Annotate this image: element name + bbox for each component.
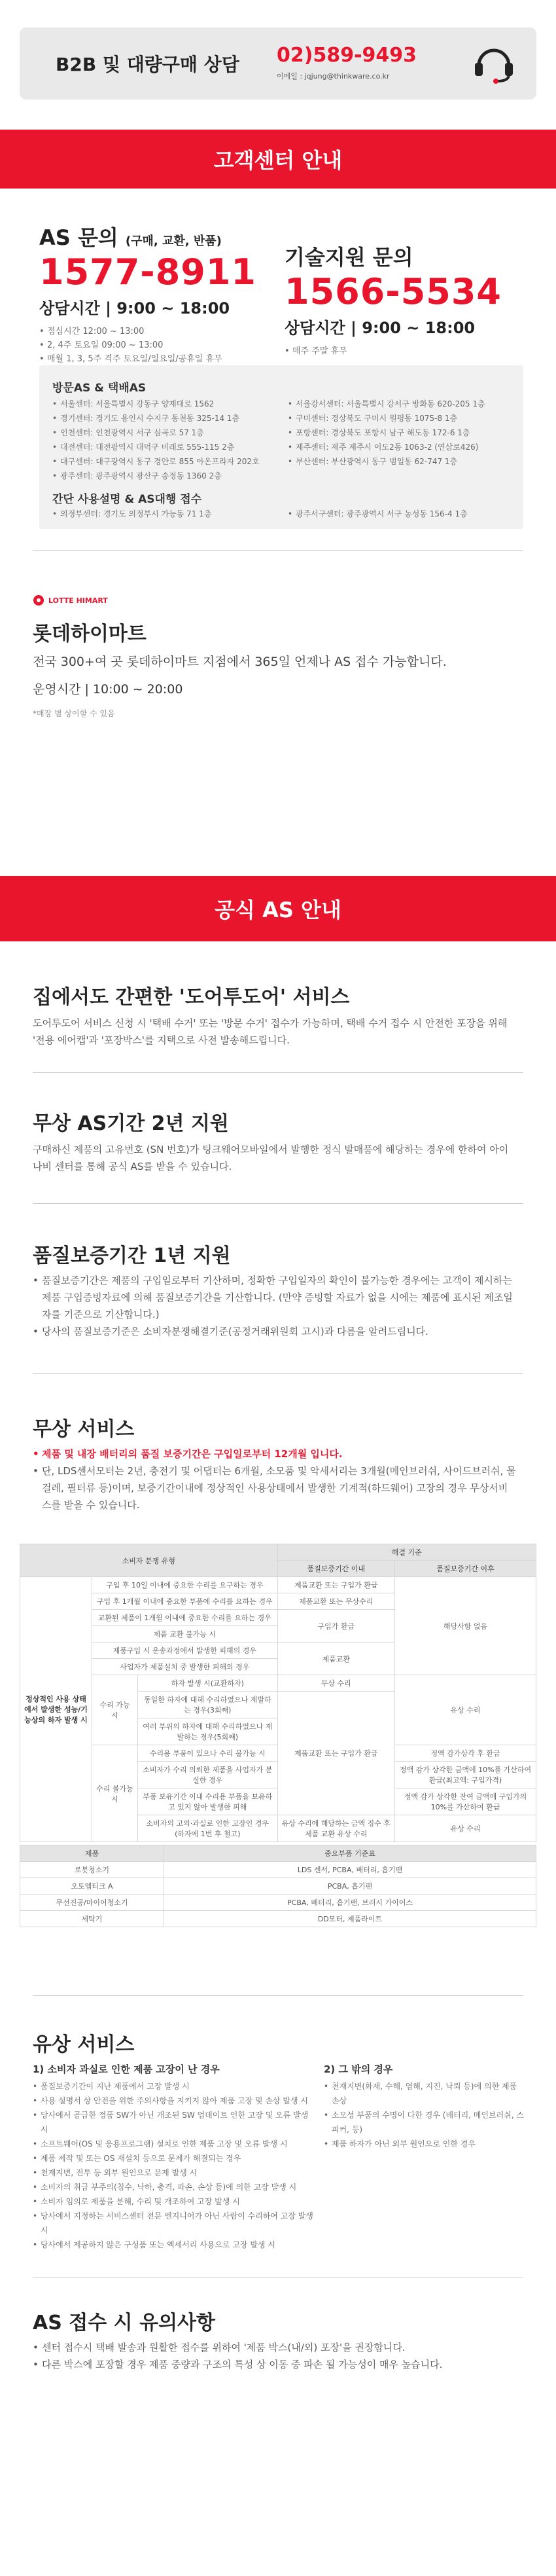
- dispute-table: [20, 1544, 536, 1842]
- table-cell: 수리 가능 시: [92, 1675, 138, 1745]
- table-cell: LDS 센서, PCBA, 배터리, 흡기팬: [164, 1862, 536, 1878]
- table-cell: 무선진공/마이어청소기: [20, 1895, 164, 1911]
- table-cell: 제품교환 또는 구입가 환급: [277, 1577, 394, 1593]
- list-item: • 점심시간 12:00 ~ 13:00: [39, 325, 275, 338]
- table-cell: PCBA, 흡기팬: [164, 1878, 536, 1895]
- b2b-email[interactable]: 이메일 : jqjung@thinkware.co.kr: [277, 72, 390, 81]
- table-cell: DD모터, 제품라이트: [164, 1911, 536, 1927]
- table-cell: 정액 감가상각 후 환급: [395, 1745, 536, 1762]
- list-item: • 소비자 임의로 제품을 분해, 수리 및 개조하여 고장 발생 시: [33, 2194, 314, 2209]
- table-cell: 교환된 제품이 1개월 이내에 중요한 수리를 요하는 경우: [92, 1610, 278, 1626]
- table-cell: 사업자가 제품설치 중 발생한 피해의 경우: [92, 1659, 278, 1675]
- list-item: • 센터 접수시 택배 발송과 원활한 접수를 위하여 '제품 박스(내/외) 포장'을 권장합니다.: [33, 2342, 406, 2353]
- list-item: • 대전센터: 대전광역시 대덕구 비래로 555-115 2층: [52, 440, 275, 454]
- paid-section: [0, 2015, 556, 2296]
- table-cell: 제품교환 또는 구입가 환급: [277, 1692, 394, 1815]
- free-text: 구매하신 제품의 고유번호 (SN 번호)가 팅크웨어모바일에서 발행한 정식 발매품에 해당하는 경우에 한하여 아이나비 센터를 통해 공식 AS를 받을 수 있습니다.: [33, 1144, 509, 1172]
- list-item: • 포항센터: 경상북도 포항시 남구 해도동 172-6 1층: [288, 426, 517, 440]
- divider: [33, 1995, 523, 1996]
- list-item: • 제품 및 내장 배터리의 품질 보증기간은 구입일로부터 12개월 입니다.: [33, 1448, 343, 1460]
- tech-phone[interactable]: 1566-5534: [285, 271, 502, 312]
- center-list-box: [39, 365, 523, 529]
- list-item: • 사용 설명서 상 안전을 위한 주의사항을 지키지 않아 제품 고장 및 손상 발생 시: [33, 2094, 314, 2108]
- table-cell: 제품구입 시 운송과정에서 발생한 피해의 경우: [92, 1642, 278, 1659]
- list-item: • 구미센터: 경상북도 구미시 원평동 1075-8 1층: [288, 411, 517, 426]
- table-cell: 여러 부위의 하자에 대해 수리하였으나 재발하는 경우(5회째): [138, 1718, 278, 1745]
- divider: [33, 1072, 523, 1073]
- table-cell: 무상 수리: [277, 1675, 394, 1692]
- list-item: • 다른 박스에 포장할 경우 제품 중량과 구조의 특성 상 이동 중 파손 될 가능성이 매우 높습니다.: [33, 2359, 443, 2370]
- list-item: • 품질보증기간은 제품의 구입일로부터 기산하며, 정확한 구입일자의 확인이 불가능한 경우에는 고객이 제시하는 제품 구입증빙자료에 의해 품질보증기간을 기산합니다. (만약 증빙할 자료가 없을 시에는 제품에 표시된 제조일자를 기준으로 기산합니다.): [33, 1275, 513, 1320]
- parts-table: [20, 1845, 536, 1927]
- table-row: [20, 1878, 536, 1895]
- list-item: • 서울강서센터: 서울특별시 강서구 방화동 620-205 1층: [288, 397, 517, 411]
- list-item: • 천재지변, 전투 등 외부 원인으로 문제 발생 시: [33, 2166, 314, 2180]
- list-item: • 제품 제작 및 또는 OS 재설치 등으로 문제가 해결되는 경우: [33, 2151, 314, 2166]
- list-item: • 의정부센터: 경기도 의정부시 가능동 71 1층: [52, 507, 275, 521]
- table-cell: 동일한 하자에 대해 수리하였으나 재발하는 경우(3회째): [138, 1692, 278, 1718]
- table-row: [20, 1675, 536, 1692]
- free-service-title: 무상 서비스: [33, 1418, 135, 1441]
- list-item: • 당사에서 지정하는 서비스센터 전문 엔지니어가 아닌 사람이 수리하여 고장 발생 시: [33, 2209, 314, 2238]
- table-header: 해결 기준: [277, 1544, 536, 1561]
- table-cell: 수리 불가능 시: [92, 1745, 138, 1842]
- himart-note: *매장 별 상이할 수 있음: [33, 709, 115, 718]
- table-cell: 하자 발생 시(교환하자): [138, 1675, 278, 1692]
- cs-banner: [0, 130, 556, 189]
- quality-title: 품질보증기간 1년 지원: [33, 1244, 231, 1267]
- table-cell: 구입가 환급: [277, 1610, 394, 1642]
- himart-logo: LOTTE HIMART: [33, 594, 108, 606]
- simple-title: 간단 사용설명 & AS대행 접수: [52, 493, 202, 506]
- as-title-sub: (구매, 교환, 반품): [125, 234, 222, 248]
- list-item: • 대구센터: 대구광역시 동구 경안로 855 아온프라자 202호: [52, 454, 275, 469]
- divider: [33, 1203, 523, 1204]
- table-cell: PCBA, 배터리, 흡기팬, 브러시 가이어스: [164, 1895, 536, 1911]
- list-item: • 부산센터: 부산광역시 동구 범일동 62-747 1층: [288, 454, 517, 469]
- table-header: 중요부품 기준표: [164, 1845, 536, 1862]
- door-title: 집에서도 간편한 '도어투도어' 서비스: [33, 986, 350, 1009]
- list-item: • 제품 하자가 아닌 외부 원인으로 인한 경우: [324, 2137, 527, 2151]
- official-banner: [0, 876, 556, 941]
- list-item: • 품질보증기간이 지난 제품에서 고장 발생 시: [33, 2079, 314, 2094]
- list-item: • 매월 1, 3, 5주 격주 토요일/일요일/공휴일 휴무: [39, 352, 275, 366]
- lotte-logo-icon: [33, 594, 44, 606]
- official-section: [0, 941, 556, 1845]
- list-item: • 제주센터: 제주 제주시 이도2동 1063-2 (연삼로426): [288, 440, 517, 454]
- paid-right-list: [324, 2079, 527, 2151]
- table-cell: 구입 후 1개월 이내에 중요한 부품에 수리를 요하는 경우: [92, 1593, 278, 1610]
- as-notes: [39, 325, 275, 366]
- table-cell: 제품교환 또는 무상수리: [277, 1593, 394, 1610]
- as-phone[interactable]: 1577-8911: [39, 251, 256, 293]
- divider: [33, 550, 523, 551]
- tech-hours: 상담시간 | 9:00 ~ 18:00: [285, 319, 476, 337]
- list-item: • 단, LDS센서모터는 2년, 충전기 및 어댑터는 6개월, 소모품 및 악세서리는 3개월(메인브러쉬, 사이드브러쉬, 물걸레, 필터류 등)이며, 보증기간이내에 정상적인 사용상태에서 발생한 기계적(하드웨어) 고장의 경우 무상서비스를 받을 수 있습니다.: [33, 1465, 516, 1511]
- free-title: 무상 AS기간 2년 지원: [33, 1112, 229, 1135]
- table-header: 제품: [20, 1845, 164, 1862]
- divider: [33, 1373, 523, 1374]
- b2b-title: B2B 및 대량구매 상담: [56, 54, 239, 75]
- list-item: • 서울센터: 서울특별시 강동구 양재대로 1562: [52, 397, 275, 411]
- as-inquiry: [39, 221, 275, 366]
- table-header: 품질보증기간 이후: [395, 1561, 536, 1577]
- b2b-section: [0, 0, 556, 130]
- b2b-card: [20, 27, 536, 100]
- table-cell: 해당사항 없음: [395, 1577, 536, 1675]
- paid-left-title: 1) 소비자 과실로 인한 제품 고장이 난 경우: [33, 2063, 220, 2075]
- table-row: [20, 1544, 536, 1561]
- table-cell: 세탁기: [20, 1911, 164, 1927]
- free-service-list: [33, 1445, 517, 1514]
- himart-title: 롯데하이마트: [33, 623, 147, 645]
- visit-right-list: [288, 397, 517, 469]
- simple-right-list: [288, 507, 517, 521]
- headset-icon: [471, 41, 517, 86]
- table-cell: 제품교환: [277, 1642, 394, 1675]
- himart-desc: 전국 300+여 곳 롯데하이마트 지점에서 365일 언제나 AS 접수 가능합니다.: [33, 655, 447, 669]
- cs-banner-title: 고객센터 안내: [213, 148, 343, 173]
- tech-notes: [285, 344, 520, 358]
- table-cell: 정상적인 사용 상태에서 발생한 성능/기능상의 하자 발생 시: [20, 1577, 92, 1842]
- list-item: • 당사에서 제공하지 않은 구성품 또는 액세서리 사용으로 고장 발생 시: [33, 2238, 314, 2252]
- table-row: [20, 1862, 536, 1878]
- parts-table-section: [0, 1845, 556, 2015]
- caution-list: [33, 2339, 530, 2373]
- table-row: [20, 1577, 536, 1593]
- table-cell: 유상 수리에 해당하는 금액 징수 후 제품 교환 유상 수리: [277, 1815, 394, 1842]
- himart-hours: 운영시간 | 10:00 ~ 20:00: [33, 682, 183, 697]
- table-cell: 정액 감가 상각한 잔여 금액에 구입가의 10%를 가산하여 환급: [395, 1788, 536, 1815]
- visit-left-list: [52, 397, 275, 483]
- list-item: • 소프트웨어(OS 및 응용프로그램) 설치로 인한 제품 고장 및 오류 발생 시: [33, 2137, 314, 2151]
- paid-title: 유상 서비스: [33, 2033, 135, 2056]
- list-item: • 광주센터: 광주광역시 광산구 송정동 1360 2층: [52, 469, 275, 483]
- table-row: [20, 1845, 536, 1862]
- table-header: 소비자 분쟁 유형: [20, 1544, 278, 1577]
- list-item: • 소모성 부품의 수명이 다한 경우 (배터리, 메인브러쉬, 스피커, 등): [324, 2108, 527, 2137]
- table-cell: 소비자가 수리 의뢰한 제품을 사업자가 분실한 경우: [138, 1762, 278, 1788]
- table-cell: 유상 수리: [395, 1815, 536, 1842]
- tech-inquiry: [285, 241, 520, 358]
- list-item: • 소비자의 취급 부주의(침수, 낙하, 충격, 파손, 손상 등)에 의한 고장 발생 시: [33, 2180, 314, 2194]
- list-item: • 천재지변(화재, 수해, 염해, 지진, 낙뢰 등)에 의한 제품 손상: [324, 2079, 527, 2108]
- table-cell: 수리용 부품이 있으나 수리 불가능 시: [138, 1745, 278, 1762]
- table-row: [20, 1911, 536, 1927]
- caution-title: AS 접수 시 유의사항: [33, 2312, 216, 2334]
- list-item: • 당사의 품질보증기준은 소비자분쟁해결기준(공정거래위원회 고시)과 다름을 알려드립니다.: [33, 1326, 428, 1337]
- caution-section: [0, 2296, 556, 2419]
- official-banner-title: 공식 AS 안내: [215, 898, 341, 922]
- paid-left-list: [33, 2079, 314, 2252]
- door-text: 도어투도어 서비스 신청 시 '택배 수거' 또는 '방문 수거' 접수가 가능하며, 택배 수거 접수 시 안전한 포장을 위해 '전용 에어캡'과 '포장박스'를 지택으로 사전 발송해드립니다.: [33, 1017, 508, 1046]
- list-item: • 2, 4주 토요일 09:00 ~ 13:00: [39, 338, 275, 352]
- table-row: [20, 1895, 536, 1911]
- himart-section: [0, 555, 556, 876]
- simple-left-list: [52, 507, 275, 521]
- as-hours: 상담시간 | 9:00 ~ 18:00: [39, 299, 230, 317]
- cs-section: [0, 189, 556, 555]
- table-cell: 제품 교환 불가능 시: [92, 1626, 278, 1642]
- b2b-phone[interactable]: 02)589-9493: [277, 44, 417, 67]
- visit-title: 방문AS & 택배AS: [52, 382, 147, 395]
- list-item: • 당사에서 공급한 정품 SW가 아닌 개조된 SW 업데이트 인한 고장 및 오류 발생 시: [33, 2108, 314, 2137]
- table-cell: 로봇청소기: [20, 1862, 164, 1878]
- table-cell: 부품 보유기간 이내 수리용 부품을 보유하고 있지 않아 발생한 피해: [138, 1788, 278, 1815]
- as-title: AS 문의 (구매, 교환, 반품): [39, 225, 222, 250]
- list-item: • 인천센터: 인천광역시 서구 심곡로 57 1층: [52, 426, 275, 440]
- table-cell: 구입 후 10일 이내에 중요한 수리를 요구하는 경우: [92, 1577, 278, 1593]
- table-cell: 정액 감가 상각한 금액에 10%를 가산하여 환급(최고액: 구입가격): [395, 1762, 536, 1788]
- list-item: • 경기센터: 경기도 용인시 수지구 동천동 325-14 1층: [52, 411, 275, 426]
- tech-title: 기술지원 문의: [285, 245, 413, 270]
- list-item: • 광주서구센터: 광주광역시 서구 농성동 156-4 1층: [288, 507, 517, 521]
- paid-right-title: 2) 그 밖의 경우: [324, 2063, 393, 2075]
- table-cell: 오토엠티크 A: [20, 1878, 164, 1895]
- list-item: • 매주 주말 휴무: [285, 344, 520, 358]
- table-header: 품질보증기간 이내: [277, 1561, 394, 1577]
- table-cell: 소비자의 고의·과실로 인한 고장인 경우(하자에 1번 후 철고): [138, 1815, 278, 1842]
- table-cell: 유상 수리: [395, 1675, 536, 1745]
- quality-list: [33, 1272, 517, 1340]
